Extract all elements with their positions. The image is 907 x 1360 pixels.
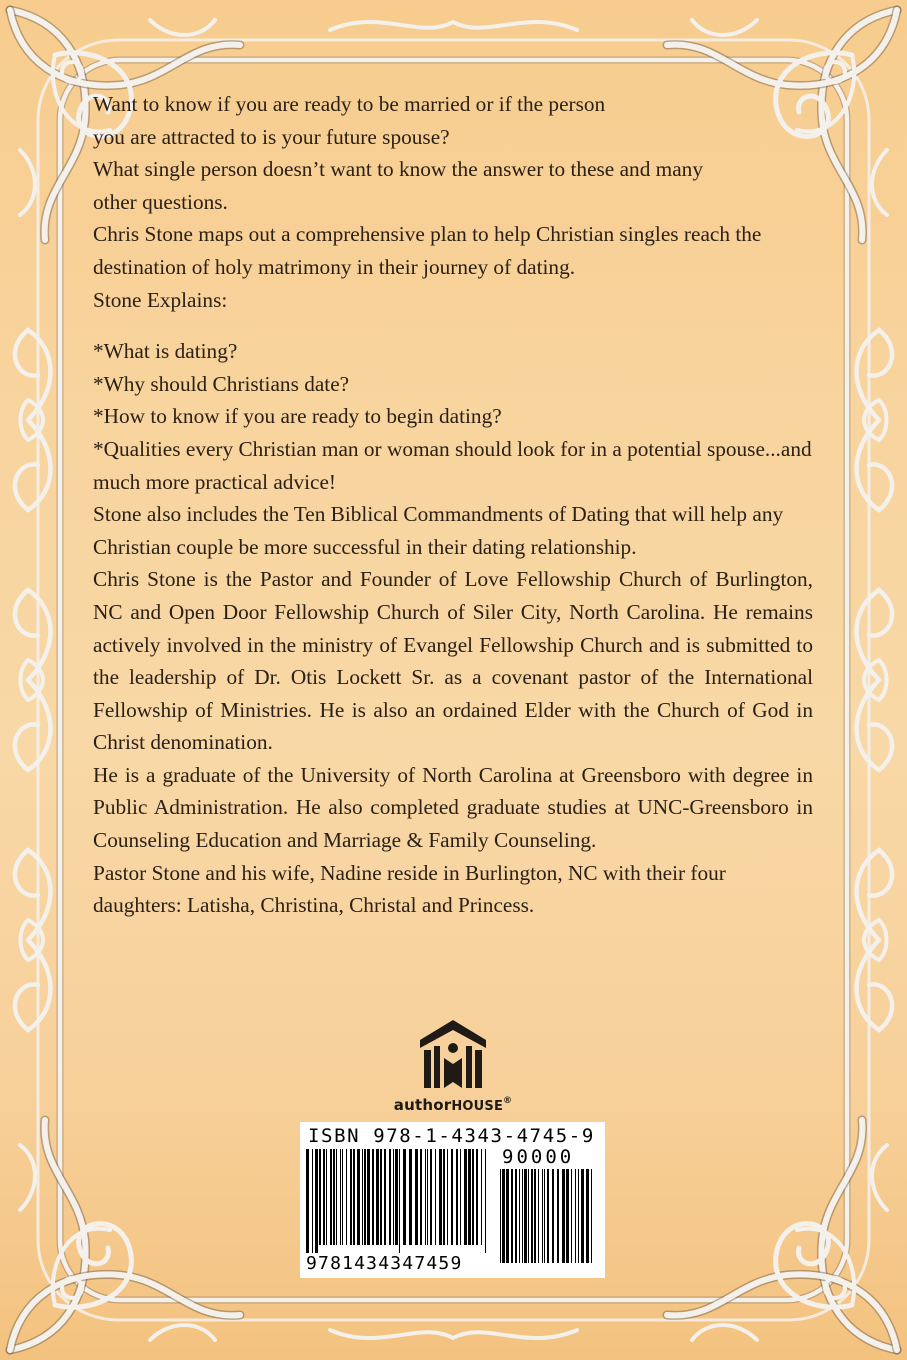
list-item: *How to know if you are ready to begin dating? <box>93 404 502 429</box>
summary-paragraph: Chris Stone maps out a comprehensive plan to help Christian singles reach the destination of holy matrimony in their journey of dating. <box>93 222 762 279</box>
list-item: *Qualities every Christian man or woman should look for in a potential spouse...and much more practical advice! <box>93 436 812 494</box>
intro-question: Want to know if you are ready to be married or if the person you are attracted to is your future spouse? <box>93 92 606 149</box>
intro-followup: What single person doesn’t want to know the answer to these and many other questions. <box>93 157 703 214</box>
education-paragraph: He is a graduate of the University of North Carolina at Greensboro with degree in Public Administration. He also completed graduate studies at UNC-Greensboro in Counseling Education and Marriage & Family Counseling. <box>93 762 813 853</box>
back-cover-text <box>93 88 813 922</box>
family-paragraph: Pastor Stone and his wife, Nadine reside in Burlington, NC with their four daughters: Latisha, Christina, Christal and Princess. <box>93 860 726 918</box>
topics-list <box>93 335 813 498</box>
commandments-paragraph: Stone also includes the Ten Biblical Commandments of Dating that will help any Christian couple be more successful in their dating relationship. <box>93 502 784 559</box>
isbn-label: ISBN 978-1-4343-4745-9 <box>308 1125 595 1147</box>
price-code: 90000 <box>502 1146 575 1168</box>
publisher-wordmark: authorHOUSE® <box>393 1096 513 1114</box>
house-book-icon <box>418 1018 488 1090</box>
addon-bars <box>500 1169 596 1271</box>
ean-bars <box>306 1149 491 1253</box>
isbn-barcode <box>300 1122 605 1278</box>
ean-number: 9781434347459 <box>306 1253 463 1274</box>
author-bio-paragraph: Chris Stone is the Pastor and Founder of Love Fellowship Church of Burlington, NC and Open Door Fellowship Church of Siler City, North Carolina. He remains actively involved in the ministry of Evangel Fellowship Church and is submitted to the leadership of Dr. Otis Lockett Sr. as a covenant pastor of the International Fellowship of Ministries. He is also an ordained Elder with the Church of God in Christ denomination. <box>93 567 813 755</box>
publisher-logo <box>383 1018 523 1114</box>
list-item: *Why should Christians date? <box>93 371 350 396</box>
list-item: *What is dating? <box>93 339 238 364</box>
explains-heading: Stone Explains: <box>93 287 228 312</box>
